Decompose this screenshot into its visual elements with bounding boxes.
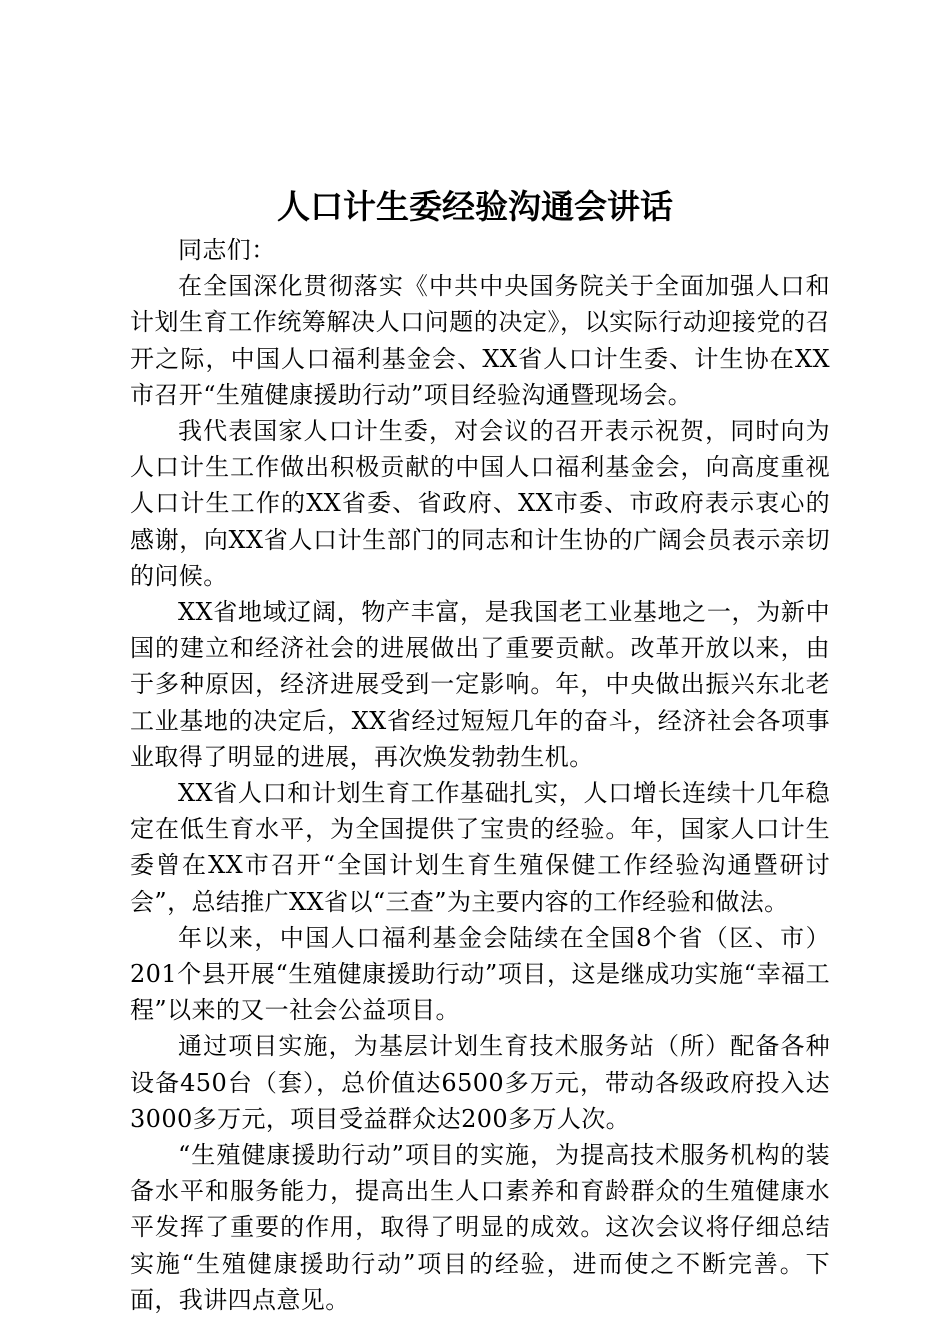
document-title: 人口计生委经验沟通会讲话 <box>277 187 673 226</box>
paragraph-7: “生殖健康援助行动”项目的实施，为提高技术服务机构的装备水平和服务能力，提高出生人口素养和育龄群众的生殖健康水平发挥了重要的作用，取得了明显的成效。这次会议将仔细总结实施“生殖健康援助行动”项目的经验，进而使之不断完善。下面，我讲四点意见。 <box>130 1141 830 1314</box>
document-body <box>130 232 830 1318</box>
paragraph-4: XX省人口和计划生育工作基础扎实，人口增长连续十几年稳定在低生育水平，为全国提供了宝贵的经验。年，国家人口计生委曾在XX市召开“全国计划生育生殖保健工作经验沟通暨研讨会”，总结推广XX省以“三查”为主要内容的工作经验和做法。 <box>130 779 830 916</box>
paragraph-5: 年以来，中国人口福利基金会陆续在全国8个省（区、市）201个县开展“生殖健康援助行动”项目，这是继成功实施“幸福工程”以来的又一社会公益项目。 <box>130 923 830 1025</box>
paragraph-3: XX省地域辽阔，物产丰富，是我国老工业基地之一，为新中国的建立和经济社会的进展做出了重要贡献。改革开放以来，由于多种原因，经济进展受到一定影响。年，中央做出振兴东北老工业基地的决定后，XX省经过短短几年的奋斗，经济社会各项事业取得了明显的进展，再次焕发勃勃生机。 <box>130 598 830 771</box>
paragraph-2: 我代表国家人口计生委，对会议的召开表示祝贺，同时向为人口计生工作做出积极贡献的中国人口福利基金会，向高度重视人口计生工作的XX省委、省政府、XX市委、市政府表示衷心的感谢，向XX省人口计生部门的同志和计生协的广阔会员表示亲切的问候。 <box>130 417 830 590</box>
paragraph-6: 通过项目实施，为基层计划生育技术服务站（所）配备各种设备450台（套），总价值达6500多万元，带动各级政府投入达3000多万元，项目受益群众达200多万人次。 <box>130 1032 830 1133</box>
paragraph-1: 在全国深化贯彻落实《中共中央国务院关于全面加强人口和计划生育工作统筹解决人口问题的决定》，以实际行动迎接党的召开之际，中国人口福利基金会、XX省人口计生委、计生协在XX市召开“生殖健康援助行动”项目经验沟通暨现场会。 <box>130 272 830 409</box>
salutation: 同志们： <box>178 236 276 264</box>
